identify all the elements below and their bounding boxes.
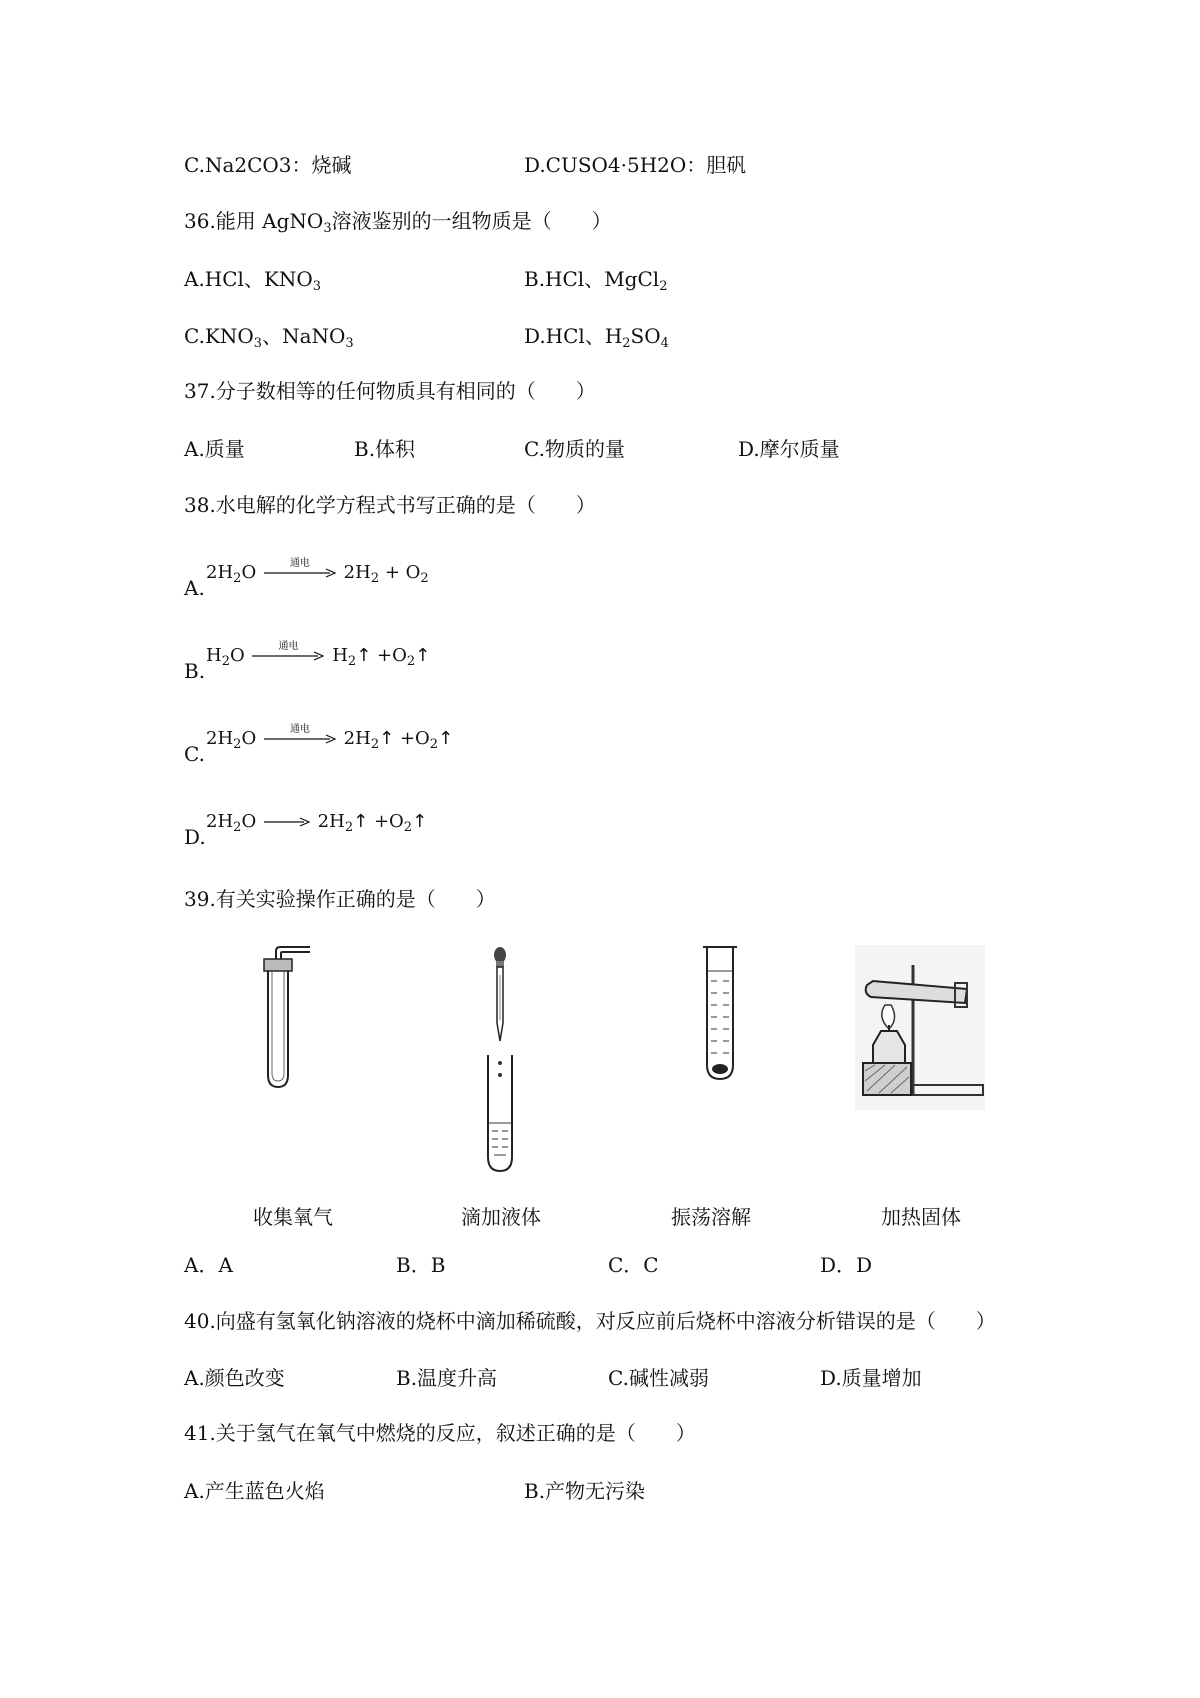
q38-d-rhs2-sub: 2 [403, 820, 413, 835]
q36-b-sub: 2 [659, 279, 668, 294]
q39-option-c: C．C [608, 1253, 659, 1277]
q38-c-lhs-sub: 2 [233, 737, 242, 752]
q36-stem-sub: 3 [323, 221, 332, 236]
q38-d-label: D. [184, 825, 206, 849]
reaction-arrow-icon [252, 641, 324, 665]
q36-c-text2: 、NaNO [262, 324, 346, 348]
q36-c-sub2: 3 [345, 336, 354, 351]
q36-d-text2: SO [630, 324, 661, 348]
collect-oxygen-apparatus-icon [250, 945, 320, 1095]
q41-stem: 41.关于氢气在氧气中燃烧的反应，叙述正确的是（ ） [184, 1421, 696, 1445]
q38-b-up2: ↑ [415, 645, 431, 666]
q38-d-lhs: 2H [206, 811, 234, 832]
reaction-arrow-icon [264, 558, 336, 582]
q38-a-rhs2-sub: 2 [420, 571, 429, 586]
heating-solid-apparatus-icon [855, 945, 985, 1110]
q38-d-lhs-sub: 2 [233, 820, 242, 835]
q38-c-lhs-post: O [241, 728, 257, 749]
q38-d-equation [206, 811, 428, 835]
reaction-arrow-icon [264, 724, 336, 748]
q40-option-b: B.温度升高 [396, 1366, 498, 1390]
q40-option-c: C.碱性减弱 [608, 1366, 709, 1390]
q38-b-up1: ↑ [356, 645, 372, 666]
q38-c-rhs1: 2H [343, 728, 371, 749]
q38-c-condition: 通电 [289, 724, 310, 735]
q39-caption-d: 加热固体 [881, 1205, 961, 1229]
q36-a-sub: 3 [312, 279, 322, 294]
shaking-dissolve-apparatus-icon [695, 945, 745, 1085]
q38-d-lhs-post: O [241, 811, 257, 832]
q36-d-sub2: 4 [660, 336, 669, 351]
q38-c-lhs: 2H [206, 728, 234, 749]
q38-d-rhs1-sub: 2 [344, 820, 354, 835]
q41-option-a: A.产生蓝色火焰 [184, 1479, 325, 1503]
q38-b-rhs1-sub: 2 [347, 654, 357, 669]
q38-stem: 38.水电解的化学方程式书写正确的是（ ） [184, 493, 596, 517]
q38-a-label: A. [184, 576, 205, 600]
q38-b-label: B. [184, 659, 206, 683]
q38-c-equation [206, 724, 454, 752]
q38-b-rhs1: H [332, 645, 348, 666]
q39-option-b: B．B [396, 1253, 446, 1277]
q38-a-lhs-sub: 2 [233, 571, 242, 586]
q38-d-rhs2: +O [373, 811, 404, 832]
q36-stem-text: 36.能用 AgNO [184, 209, 324, 233]
q38-d-rhs1: 2H [317, 811, 345, 832]
q40-option-a: A.颜色改变 [184, 1366, 285, 1390]
q39-caption-a: 收集氧气 [253, 1205, 333, 1229]
q40-option-d: D.质量增加 [820, 1366, 922, 1390]
q38-b-condition: 通电 [278, 641, 299, 652]
q39-option-a: A．A [184, 1253, 233, 1277]
q37-option-a: A.质量 [184, 437, 245, 461]
q39-caption-c: 振荡溶解 [671, 1205, 751, 1229]
q38-a-rhs1: 2H [343, 562, 371, 583]
q36-d-sub1: 2 [622, 336, 631, 351]
q39-caption-b: 滴加液体 [461, 1205, 541, 1229]
q39-option-d: D．D [820, 1253, 873, 1277]
q38-b-lhs-sub: 2 [221, 654, 230, 669]
q38-b-lhs-post: O [229, 645, 245, 666]
q41-option-b: B.产物无污染 [524, 1479, 646, 1503]
q36-stem-text-end: 溶液鉴别的一组物质是（ ） [331, 209, 612, 233]
q38-a-lhs-post: O [241, 562, 257, 583]
q38-a-rhs1-sub: 2 [370, 571, 380, 586]
q36-option-a [184, 266, 321, 292]
q36-option-c [184, 323, 354, 349]
q36-d-text1: D.HCl、H [524, 324, 623, 348]
q38-d-up2: ↑ [412, 811, 428, 832]
q36-b-text: B.HCl、MgCl [524, 267, 660, 291]
q39-stem: 39.有关实验操作正确的是（ ） [184, 887, 496, 911]
q37-stem: 37.分子数相等的任何物质具有相同的（ ） [184, 379, 596, 403]
q38-b-rhs2-sub: 2 [406, 654, 416, 669]
q36-c-sub1: 3 [253, 336, 263, 351]
q36-option-d [524, 323, 669, 349]
q38-a-rhs2: + O [384, 562, 421, 583]
q36-a-text: A.HCl、KNO [184, 267, 313, 291]
q38-b-lhs: H [206, 645, 222, 666]
q38-d-up1: ↑ [353, 811, 369, 832]
q36-option-b [524, 266, 667, 292]
q38-c-rhs2: +O [399, 728, 430, 749]
q38-c-rhs1-sub: 2 [370, 737, 380, 752]
q38-b-rhs2: +O [377, 645, 407, 666]
q38-c-up1: ↑ [379, 728, 395, 749]
dropping-liquid-apparatus-icon [470, 945, 530, 1175]
q38-c-label: C. [184, 742, 205, 766]
q38-c-rhs2-sub: 2 [429, 737, 439, 752]
q38-c-up2: ↑ [438, 728, 454, 749]
q35-option-d: D.CUSO4·5H2O：胆矾 [524, 153, 747, 177]
q40-stem: 40.向盛有氢氧化钠溶液的烧杯中滴加稀硫酸，对反应前后烧杯中溶液分析错误的是（ ） [184, 1309, 996, 1333]
q37-option-b: B.体积 [354, 437, 416, 461]
q36-stem [184, 208, 612, 234]
q38-b-equation [206, 641, 431, 669]
q37-option-c: C.物质的量 [524, 437, 625, 461]
reaction-arrow-icon [264, 813, 310, 831]
q37-option-d: D.摩尔质量 [738, 437, 840, 461]
q38-a-condition: 通电 [289, 558, 310, 569]
q38-a-equation [206, 558, 429, 586]
q36-c-text1: C.KNO [184, 324, 254, 348]
q35-option-c: C.Na2CO3：烧碱 [184, 153, 352, 177]
q38-a-lhs: 2H [206, 562, 234, 583]
